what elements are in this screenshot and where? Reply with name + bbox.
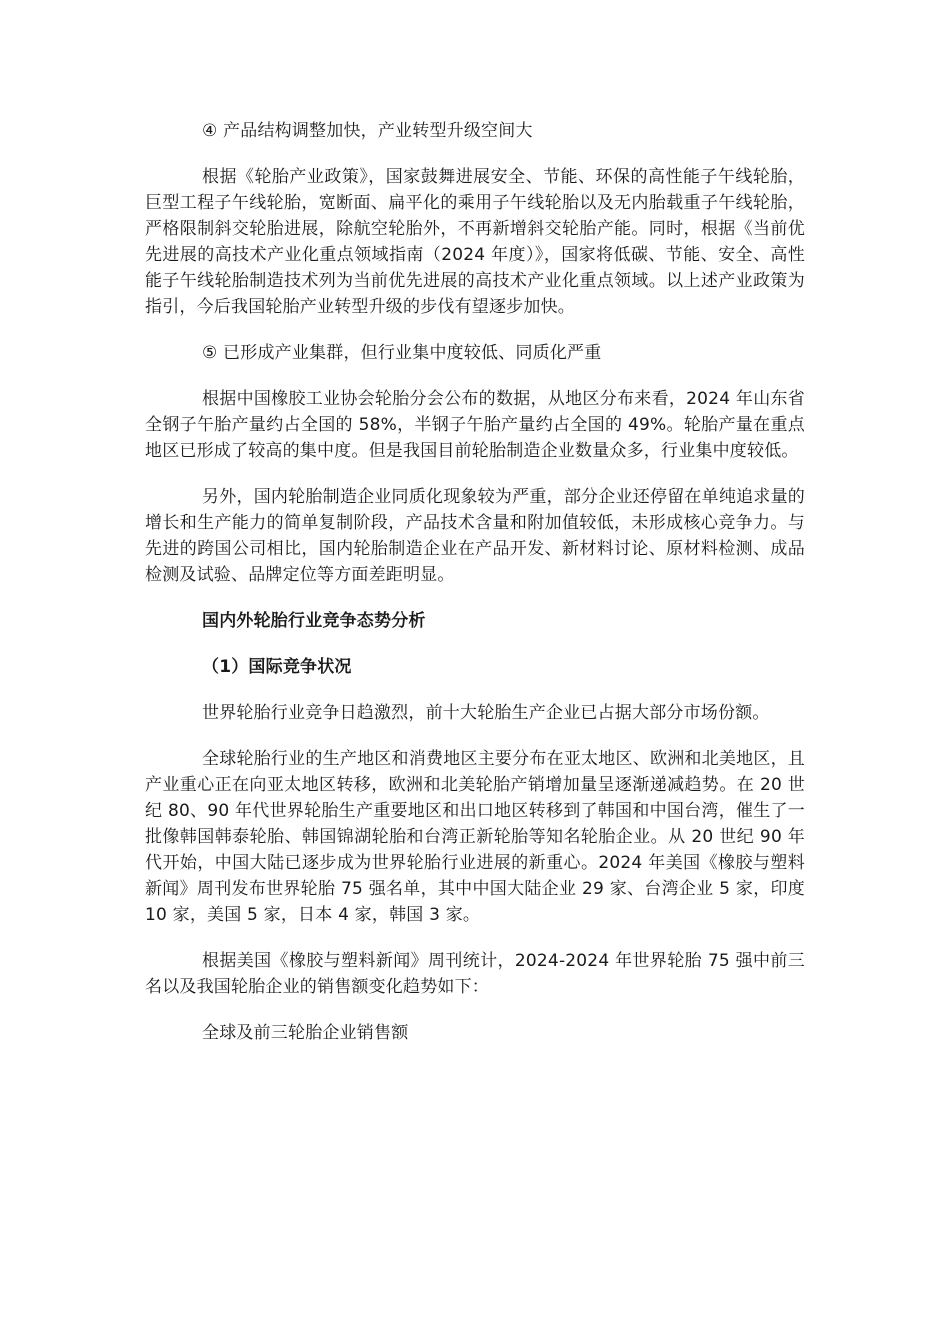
figure-caption-sales: 全球及前三轮胎企业销售额 (202, 1023, 409, 1043)
paragraph-sales-statistics: 根据美国《橡胶与塑料新闻》周刊统计，2024-2024 年世界轮胎 75 强中前三名以及我国轮胎企业的销售额变化趋势如下： (145, 951, 805, 997)
paragraph-tire-policy: 根据《轮胎产业政策》，国家鼓舞进展安全、节能、环保的高性能子午线轮胎，巨型工程子午线轮胎，宽断面、扁平化的乘用子午线轮胎以及无内胎载重子午线轮胎，严格限制斜交轮胎进展，除航空轮胎外，不再新增斜交轮胎产能。同时，根据《当前优先进展的高技术产业化重点领域指南（2024 年度）》，国家将低碳、节能、安全、高性能子午线轮胎制造技术列为当前优先进展的高技术产业化重点领域。以上述产业政策为指引，今后我国轮胎产业转型升级的步伐有望逐步加快。 (145, 167, 805, 317)
paragraph-global-distribution: 全球轮胎行业的生产地区和消费地区主要分布在亚太地区、欧洲和北美地区，且产业重心正在向亚太地区转移，欧洲和北美轮胎产销增加量呈逐渐递减趋势。在 20 世纪 80、90 年代世界轮胎生产重要地区和出口地区转移到了韩国和中国台湾，催生了一批像韩国韩泰轮胎、韩国锦湖轮胎和台湾正新轮胎等知名轮胎企业。从 20 世纪 90 年代开始，中国大陆已逐步成为世界轮胎行业进展的新重心。2024 年美国《橡胶与塑料新闻》周刊发布世界轮胎 75 强名单，其中中国大陆企业 29 家、台湾企业 5 家，印度 10 家，美国 5 家，日本 4 家，韩国 3 家。 (145, 749, 805, 925)
section-heading-international-competition: （1）国际竞争状况 (202, 657, 352, 677)
section-heading-competition-analysis: 国内外轮胎行业竞争态势分析 (202, 611, 426, 631)
paragraph-world-competition: 世界轮胎行业竞争日趋激烈，前十大轮胎生产企业已占据大部分市场份额。 (202, 703, 770, 723)
document-body (145, 118, 805, 1066)
paragraph-regional-distribution: 根据中国橡胶工业协会轮胎分会公布的数据，从地区分布来看，2024 年山东省全钢子午胎产量约占全国的 58%，半钢子午胎产量约占全国的 49%。轮胎产量在重点地区已形成了较高的集中度。但是我国目前轮胎制造企业数量众多，行业集中度较低。 (145, 389, 805, 461)
section-heading-product-structure: ④ 产品结构调整加快，产业转型升级空间大 (202, 121, 533, 141)
section-heading-industry-cluster: ⑤ 已形成产业集群，但行业集中度较低、同质化严重 (202, 343, 602, 363)
paragraph-homogenization: 另外，国内轮胎制造企业同质化现象较为严重，部分企业还停留在单纯追求量的增长和生产能力的简单复制阶段，产品技术含量和附加值较低，未形成核心竞争力。与先进的跨国公司相比，国内轮胎制造企业在产品开发、新材料讨论、原材料检测、成品检测及试验、品牌定位等方面差距明显。 (145, 487, 805, 585)
